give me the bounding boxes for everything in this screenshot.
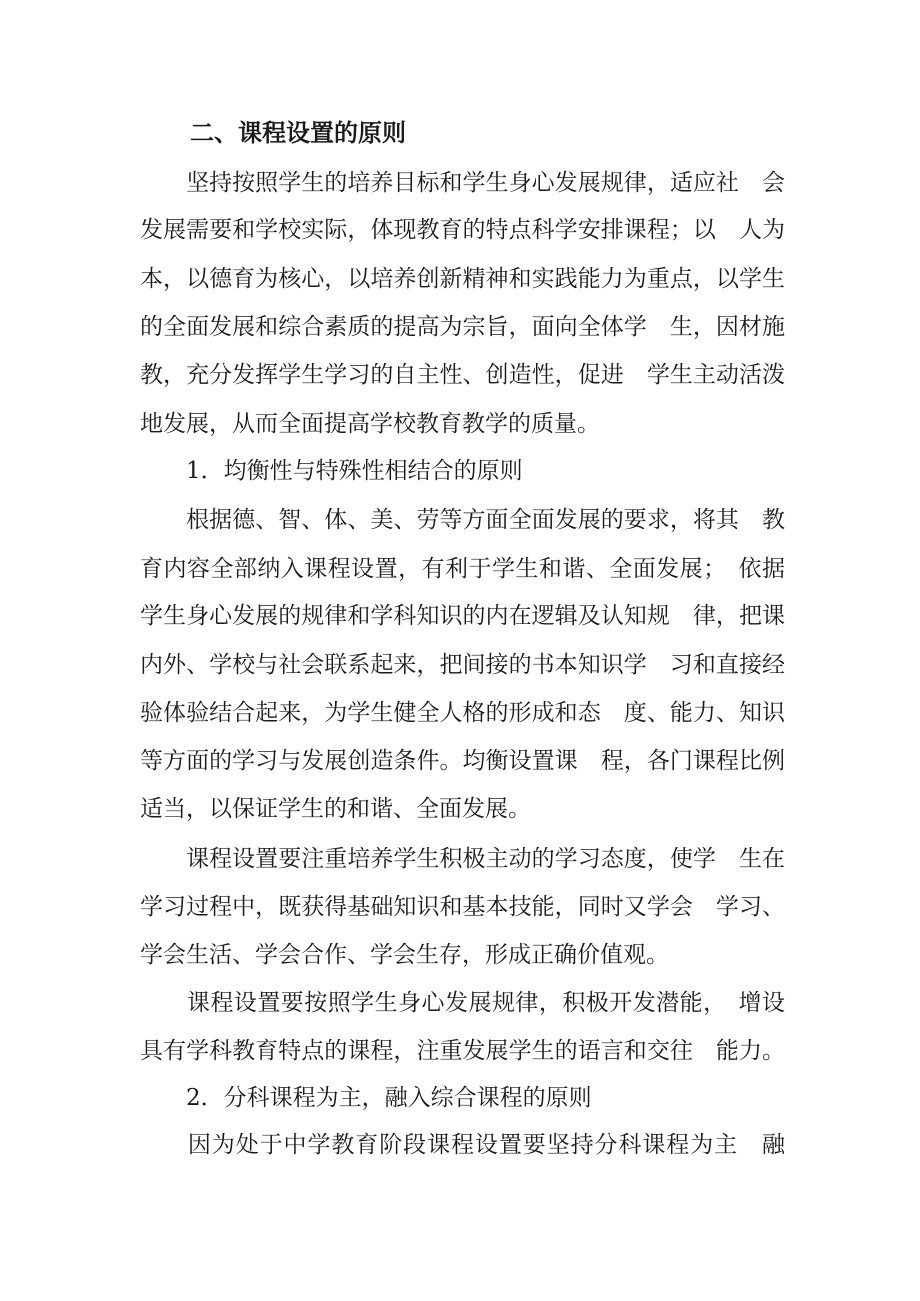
paragraph-line: 内外、学校与社会联系起来，把间接的书本知识学 习和直接经: [140, 652, 785, 678]
subsection-heading-1: 1．均衡性与特殊性相结合的原则: [140, 458, 523, 484]
paragraph-line: 本，以德育为核心，以培养创新精神和实践能力为重点，以学生: [140, 266, 785, 292]
paragraph-line: 适当，以保证学生的和谐、全面发展。: [140, 796, 531, 822]
paragraph-line: 发展需要和学校实际，体现教育的特点科学安排课程；以 人为: [140, 217, 785, 243]
paragraph-line: 地发展，从而全面提高学校教育教学的质量。: [140, 411, 600, 437]
paragraph-line: 课程设置要注重培养学生积极主动的学习态度，使学 生在: [140, 846, 785, 872]
paragraph-line: 等方面的学习与发展创造条件。均衡设置课 程，各门课程比例: [140, 748, 785, 774]
paragraph-line: 学会生活、学会合作、学会生存，形成正确价值观。: [140, 942, 669, 968]
paragraph-line: 验体验结合起来，为学生健全人格的形成和态 度、能力、知识: [140, 700, 785, 726]
subsection-heading-2: 2．分科课程为主，融入综合课程的原则: [140, 1085, 592, 1111]
paragraph-line: 课程设置要按照学生身心发展规律，积极开发潜能， 增设: [140, 990, 785, 1016]
section-heading: 二、课程设置的原则: [190, 119, 406, 147]
paragraph-line: 学生身心发展的规律和学科知识的内在逻辑及认知规 律，把课: [140, 603, 785, 629]
paragraph-line: 具有学科教育特点的课程，注重发展学生的语言和交往 能力。: [140, 1038, 785, 1064]
paragraph-line: 育内容全部纳入课程设置，有利于学生和谐、全面发展； 依据: [140, 556, 785, 582]
paragraph-line: 的全面发展和综合素质的提高为宗旨，面向全体学 生，因材施: [140, 314, 785, 340]
paragraph-line: 因为处于中学教育阶段课程设置要坚持分科课程为主 融: [140, 1132, 785, 1158]
paragraph-line: 根据德、智、体、美、劳等方面全面发展的要求，将其 教: [140, 507, 785, 533]
paragraph-line: 教，充分发挥学生学习的自主性、创造性，促进 学生主动活泼: [140, 362, 785, 388]
paragraph-line: 学习过程中，既获得基础知识和基本技能，同时又学会 学习、: [140, 894, 785, 920]
paragraph-line: 坚持按照学生的培养目标和学生身心发展规律，适应社 会: [140, 170, 785, 196]
